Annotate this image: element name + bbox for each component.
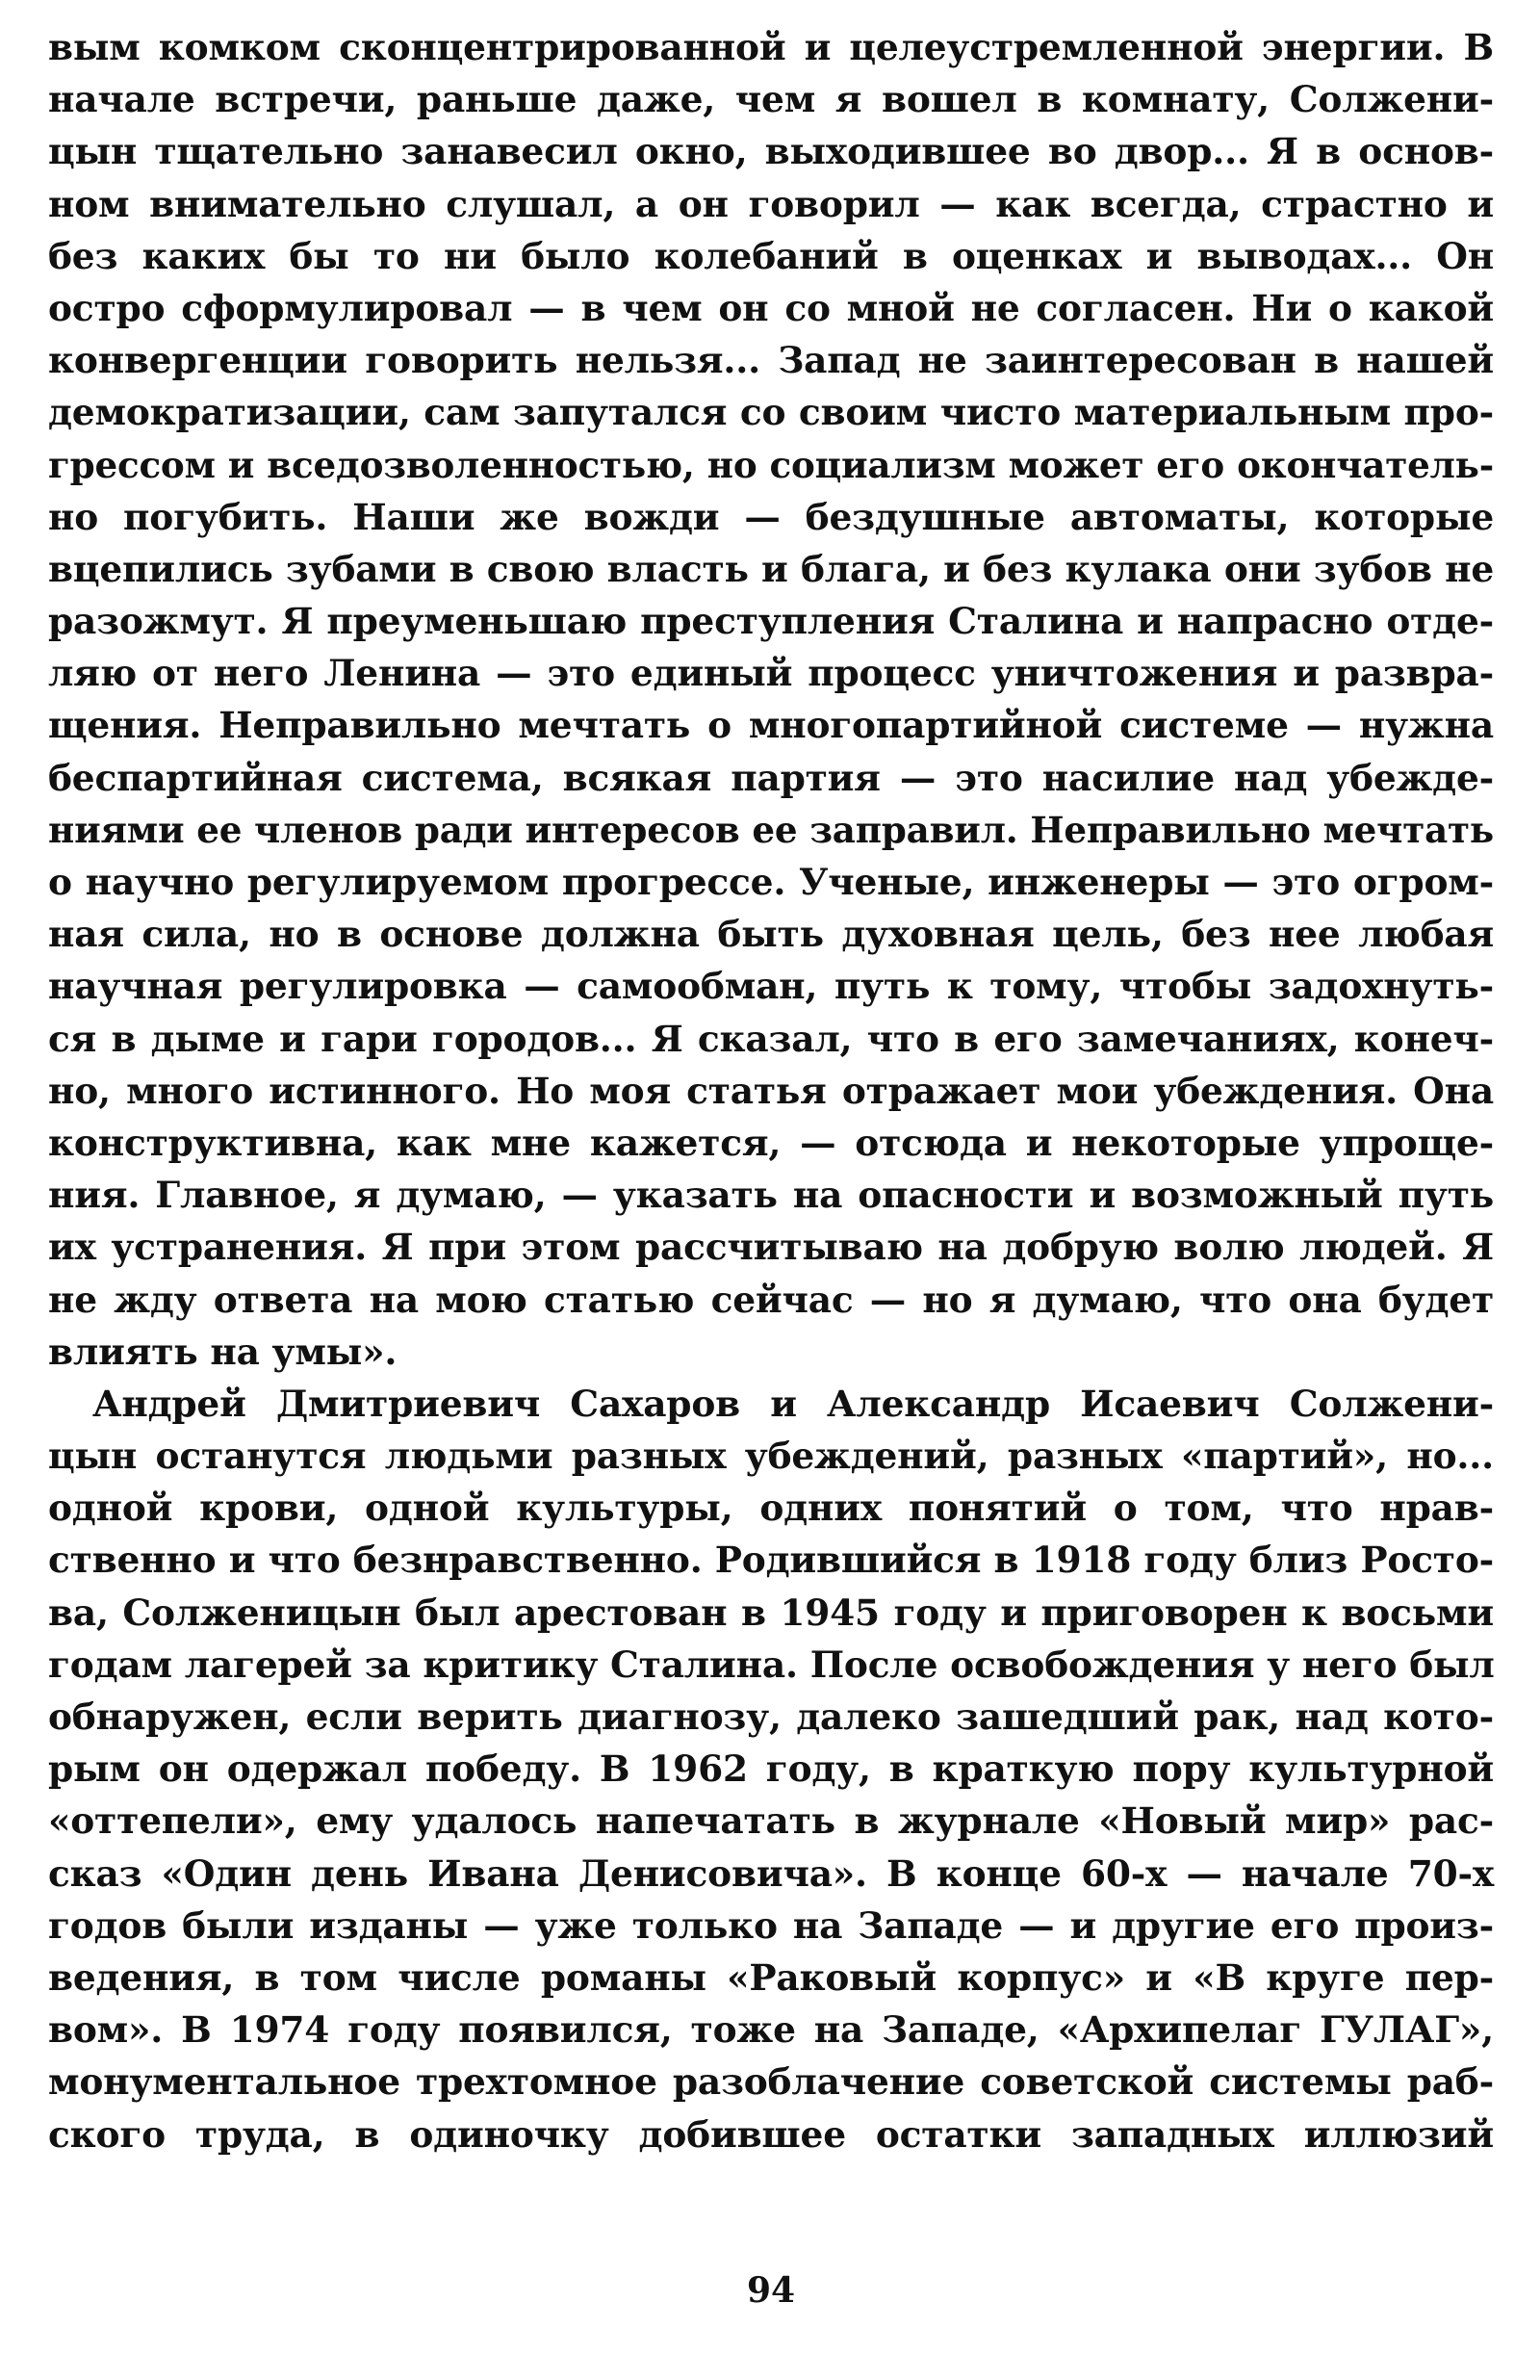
text-line: щения. Неправильно мечтать о многопартийной системе — нужна <box>48 704 1494 747</box>
text-line: обнаружен, если верить диагнозу, далеко зашедший рак, над кото- <box>48 1695 1494 1738</box>
text-line: ведения, в том числе романы «Раковый корпус» и «В круге пер- <box>48 1955 1494 1999</box>
text-line: остро сформулировал — в чем он со мной не согласен. Ни о какой <box>48 286 1494 329</box>
paragraph-2 <box>48 1378 1494 2160</box>
text-line: беспартийная система, всякая партия — это насилие над убежде- <box>48 756 1494 799</box>
text-line: ная сила, но в основе должна быть духовная цель, без нее любая <box>48 913 1494 956</box>
text-line: вым комком сконцентрированной и целеустремленной энергии. В <box>48 26 1494 68</box>
text-line: ского труда, в одиночку добившее остатки западных иллюзий <box>48 2112 1494 2156</box>
paragraph-1 <box>48 21 1494 1378</box>
text-line: но, много истинного. Но моя статья отражает мои убеждения. Она <box>48 1069 1494 1112</box>
text-line: без каких бы то ни было колебаний в оценках и выводах... Он <box>48 234 1494 277</box>
text-line: о научно регулируемом прогрессе. Ученые, инженеры — это огром- <box>48 861 1494 903</box>
text-line: демократизации, сам запутался со своим чисто материальным про- <box>48 391 1494 434</box>
text-line: ственно и что безнравственно. Родившийся в 1918 году близ Росто- <box>48 1539 1494 1582</box>
text-line: Андрей Дмитриевич Сахаров и Александр Исаевич Солжени- <box>92 1382 1494 1425</box>
text-line: конструктивна, как мне кажется, — отсюда и некоторые упроще- <box>48 1121 1494 1164</box>
text-line: ва, Солженицын был арестован в 1945 году и приговорен к восьми <box>48 1591 1494 1634</box>
page-number: 94 <box>746 2270 796 2311</box>
text-line: рым он одержал победу. В 1962 году, в краткую пору культурной <box>48 1747 1494 1791</box>
text-line: ляю от него Ленина — это единый процесс уничтожения и развра- <box>48 652 1494 695</box>
text-body <box>48 21 1494 2160</box>
text-line: конвергенции говорить нельзя... Запад не заинтересован в нашей <box>48 339 1494 382</box>
text-line: ся в дыме и гари городов... Я сказал, что в его замечаниях, конеч- <box>48 1017 1494 1060</box>
text-line: годам лагерей за критику Сталина. После освобождения у него был <box>48 1643 1495 1686</box>
text-line: «оттепели», ему удалось напечатать в журнале «Новый мир» рас- <box>48 1799 1494 1843</box>
text-line: разожмут. Я преуменьшаю преступления Сталина и напрасно отде- <box>48 600 1494 643</box>
text-line: ния. Главное, я думаю, — указать на опасности и возможный путь <box>48 1174 1494 1217</box>
text-line: сказ «Один день Ивана Денисовича». В конце 60-х — начале 70-х <box>48 1851 1494 1895</box>
text-line: цын тщательно занавесил окно, выходившее во двор... Я в основ- <box>48 130 1494 173</box>
text-line: годов были изданы — уже только на Западе — и другие его произ- <box>48 1903 1494 1947</box>
text-line: грессом и вседозволенностью, но социализм может его окончатель- <box>48 443 1494 486</box>
text-line: научная регулировка — самообман, путь к тому, чтобы задохнуть- <box>48 965 1494 1008</box>
text-line: одной крови, одной культуры, одних понятий о том, что нрав- <box>48 1487 1494 1530</box>
text-line: влиять на умы». <box>48 1330 398 1373</box>
text-line: начале встречи, раньше даже, чем я вошел в комнату, Солжени- <box>48 78 1494 121</box>
text-line: цын останутся людьми разных убеждений, разных «партий», но... <box>48 1435 1494 1478</box>
text-line: не жду ответа на мою статью сейчас — но я думаю, что она будет <box>48 1278 1494 1321</box>
text-line: ниями ее членов ради интересов ее заправил. Неправильно мечтать <box>48 808 1494 851</box>
text-line: но погубить. Наши же вожди — бездушные автоматы, которые <box>48 495 1494 538</box>
text-line: вцепились зубами в свою власть и блага, и без кулака они зубов не <box>48 547 1494 590</box>
text-line: монументальное трехтомное разоблачение советской системы раб- <box>48 2060 1494 2104</box>
text-line: ном внимательно слушал, а он говорил — как всегда, страстно и <box>48 182 1494 225</box>
text-line: их устранения. Я при этом рассчитываю на добрую волю людей. Я <box>48 1226 1494 1269</box>
book-page <box>48 21 1494 2351</box>
text-line: вом». В 1974 году появился, тоже на Западе, «Архипелаг ГУЛАГ», <box>48 2008 1494 2052</box>
